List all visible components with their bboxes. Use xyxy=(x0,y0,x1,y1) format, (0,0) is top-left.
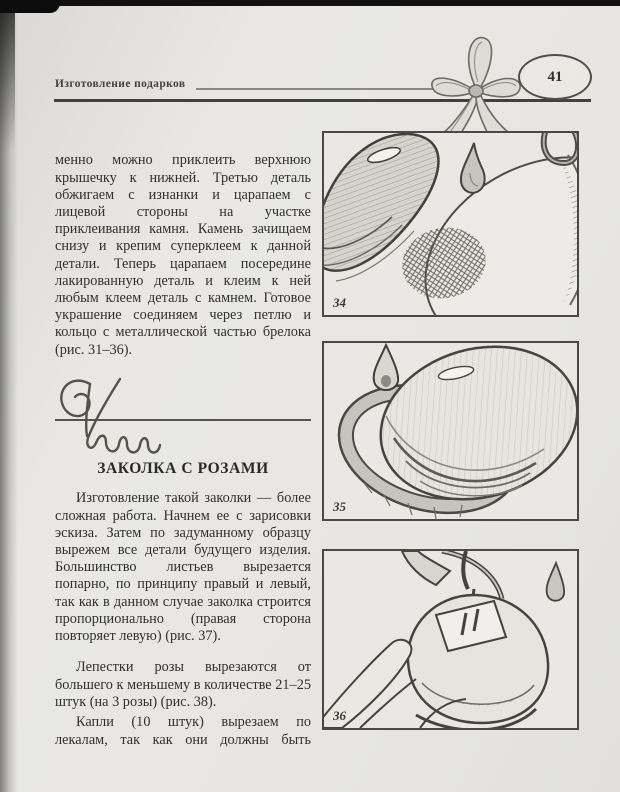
running-header: Изготовление подарков xyxy=(55,78,186,90)
paragraph-continued: менно можно приклеить верхнюю крышечку к нижней. Третью деталь обжигаем с изнанки и царапаем с лицевой стороны на участке приклеивания камня. Камень зачищаем снизу и крепим суперклеем к данной детали. Теперь царапаем посередине лакированную деталь и клеим к ней любым клеем деталь с камнем. Готовое украшение соединяем через петлю и кольцо с металлической частью брелока (рис. 31–36). xyxy=(55,152,311,358)
figure-label: 34 xyxy=(333,295,346,310)
figure-35-illustration xyxy=(324,343,577,519)
keychain-body xyxy=(408,595,548,728)
drop-loop-icon xyxy=(374,345,398,390)
section-divider-rule xyxy=(55,419,311,421)
figure-label: 35 xyxy=(333,499,346,514)
figure-34-illustration xyxy=(324,133,577,315)
paragraph-3: Лепестки розы вырезаются от большего к меньшему в количестве 21–25 штук (на 3 розы) (рис. 38). xyxy=(55,659,311,710)
figure-35 xyxy=(322,341,579,521)
header-rule-thin xyxy=(196,88,444,90)
scan-top-edge xyxy=(0,0,620,6)
figure-label: 36 xyxy=(333,708,346,723)
droplet-icon xyxy=(461,143,485,193)
figure-34 xyxy=(322,131,579,317)
paragraph-4: Капли (10 штук) вырезаем по лекалам, так как они должны быть xyxy=(55,714,311,748)
page-number: 41 xyxy=(547,68,563,85)
scan-corner-edge xyxy=(0,0,60,13)
scan-left-top-shadow xyxy=(0,0,15,150)
page-number-badge xyxy=(518,54,592,100)
paragraph-2: Изготовление такой заколки — более сложная работа. Начнем ее с зарисовки эскиза. Затем по задуманному образцу вырежем все детали будущего изделия. Большинство листьев вырезается попарно, по принципу правый и левый, так как в данном случае заколка строится пропорционально (правая сторона повторяет левую) (рис. 37). xyxy=(55,490,311,644)
section-heading: ЗАКОЛКА С РОЗАМИ xyxy=(97,459,269,477)
ribbon-bow-icon xyxy=(424,30,528,140)
figure-36-illustration xyxy=(324,551,577,728)
droplet-icon xyxy=(547,563,565,601)
figure-36 xyxy=(322,549,579,730)
calligraphic-flourish-icon xyxy=(54,376,166,460)
